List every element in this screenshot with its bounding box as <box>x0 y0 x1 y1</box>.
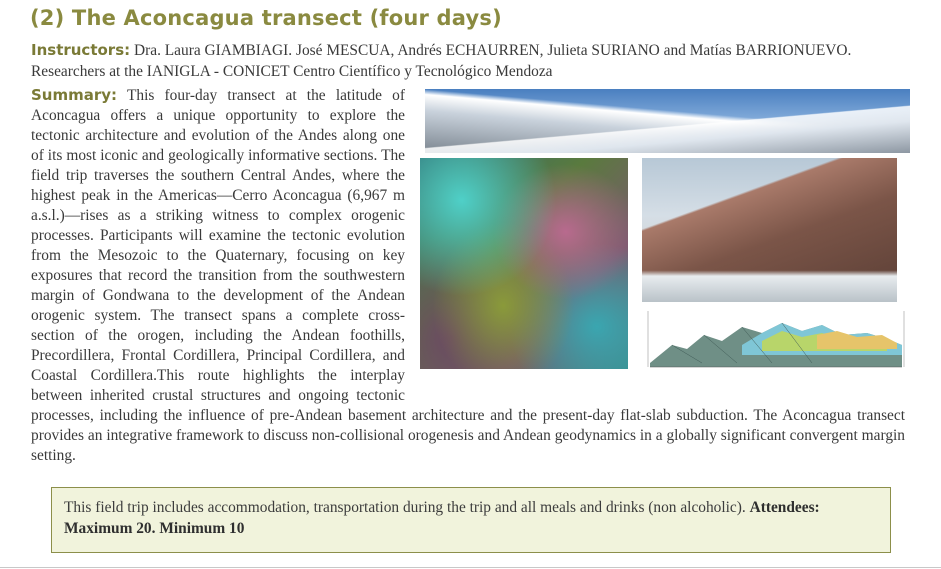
andes-panorama-photo <box>425 89 910 153</box>
attendees-limit: Attendees: Maximum 20. Minimum 10 <box>64 499 820 537</box>
instructors-paragraph <box>31 40 905 82</box>
instructors-affiliation: Researchers at the IANIGLA - CONICET Centro Científico y Tecnológico Mendoza <box>31 63 553 80</box>
instructors-label: Instructors: <box>31 41 131 59</box>
footer-divider <box>0 567 941 568</box>
notice-text: This field trip includes accommodation, transportation during the trip and all meals and drinks (non alcoholic). <box>64 499 746 516</box>
summary-label: Summary: <box>31 86 118 104</box>
cross-section-graphic <box>642 305 912 375</box>
summary-section <box>31 85 905 466</box>
satellite-image <box>420 158 628 369</box>
instructors-names: Dra. Laura GIAMBIAGI. José MESCUA, Andrés ECHAURREN, Julieta SURIANO and Matías BARRIONUEVO. <box>134 42 852 59</box>
page-title: (2) The Aconcagua transect (four days) <box>30 6 502 30</box>
photo-collage <box>417 87 907 390</box>
summary-text: This four-day transect at the latitude of Aconcagua offers a unique opportunity to explore the tectonic architecture and evolution of the Andes along one of its most iconic and geologically informative sections. The field trip traverses the southern Central Andes, where the highest peak in the Americas—Cerro Aconcagua (6,967 m a.s.l.)—rises as a striking witness to complex orogenic processes. Participants will examine the tectonic evolution from the Mesozoic to the Quaternary, focusing on key exposures that record the transition from the southwestern margin of Gondwana to the development of the Andean orogenic system. The transect spans a complete cross-section of the orogen, including the Andean foothills, Precordillera, Frontal Cordillera, Principal Cordillera, and Coastal Cordillera.This route highlights the interplay between inherited crustal structures and ongoing tectonic processes, including the influence of pre-Andean basement architecture and the present-day flat-slab subduction. The Aconcagua transect provides an integrative framework to discuss non-collisional orogenesis and Andean geodynamics in a globally significant convergent margin setting. <box>31 87 905 464</box>
notice-box <box>51 487 891 553</box>
geologic-cross-section-figure <box>642 305 912 375</box>
aconcagua-photo <box>642 158 897 302</box>
